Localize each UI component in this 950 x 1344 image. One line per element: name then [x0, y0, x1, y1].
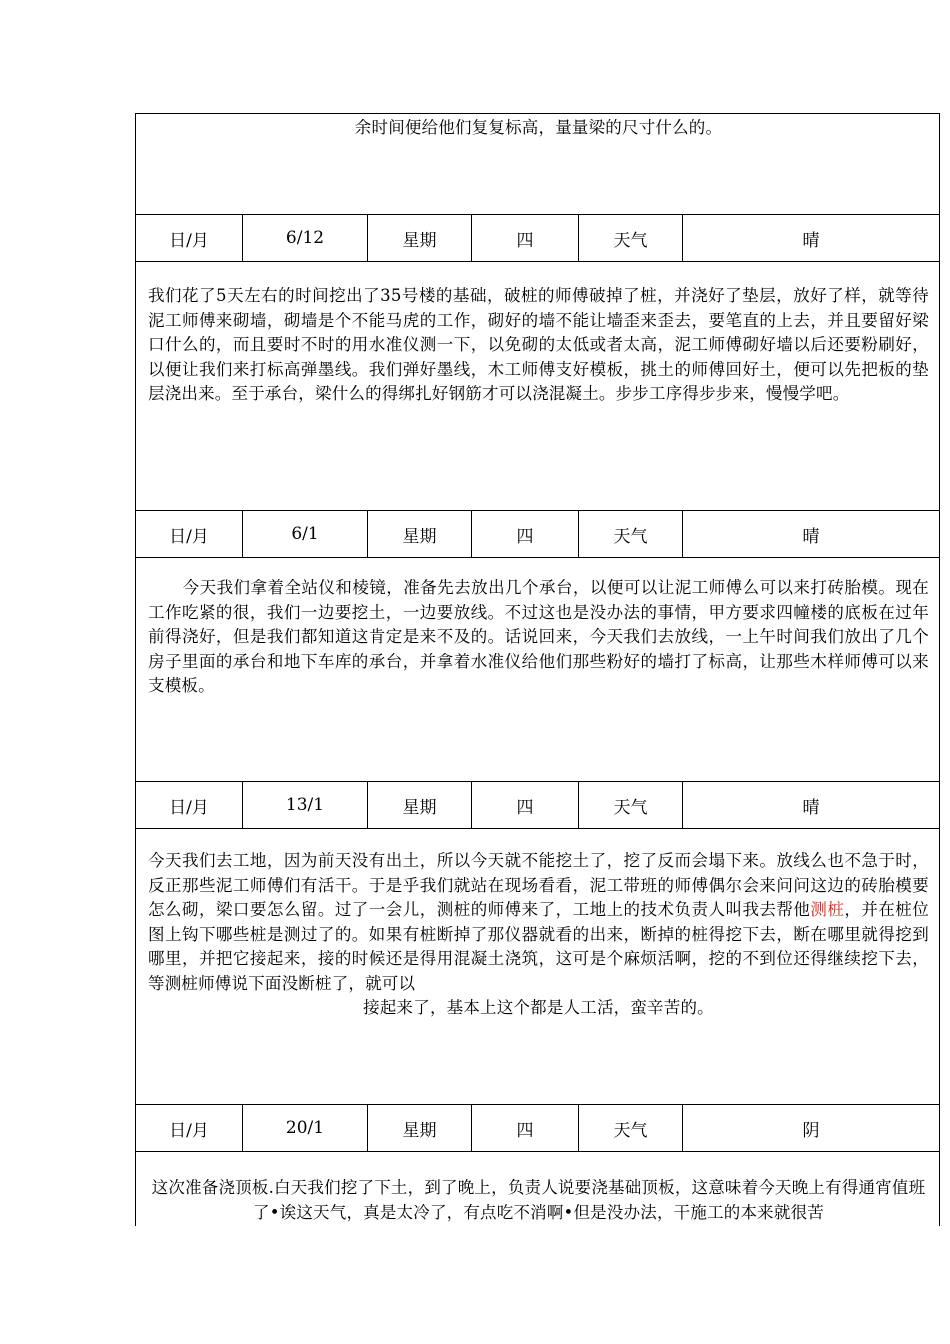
highlighted-term: 测桩 — [810, 900, 845, 919]
entry-header-row — [136, 1105, 939, 1152]
weather-value: 晴 — [802, 526, 820, 547]
continuation-row — [136, 114, 939, 215]
weekday-label: 星期 — [368, 782, 472, 828]
weekday-label: 星期 — [368, 215, 472, 261]
entry-body — [136, 829, 939, 1105]
weekday-value: 四 — [472, 511, 579, 557]
entry-text-part: 今天我们去工地，因为前天没有出土，所以今天就不能挖土了，挖了反而会塌下来。放线么也不急于时，反正那些泥工师傅们有活干。于是乎我们就站在现场看看，泥工带班的师傅偶尔会来问问这边的砖胎模要怎么砌，梁口要怎么留。过了一会儿，测桩的师傅来了，工地上的技术负责人叫我去帮他 — [148, 851, 929, 919]
entry-text-part: ，并在桩位图上钩下哪些桩是测过了的。如果有桩断掉了那仪器就看的出来，断掉的桩得挖下去，断在哪里就得挖到哪里，并把它接起来，接的时候还是得用混凝土浇筑，这可是个麻烦活啊，挖的不到位还得继续挖下去，等测桩师傅说下面没断桩了，就可以 — [148, 900, 929, 993]
weekday-label: 星期 — [368, 1105, 472, 1151]
weather-value: 阴 — [802, 1120, 820, 1141]
date-label: 日/月 — [136, 1105, 243, 1151]
entry-header-row — [136, 782, 939, 829]
entry-text: 今天我们拿着全站仪和棱镜，准备先去放出几个承台，以便可以让泥工师傅么可以来打砖胎模。现在工作吃紧的很，我们一边要挖土，一边要放线。不过这也是没办法的事情，甲方要求四幢楼的底板在过年前得浇好，但是我们都知道这肯定是来不及的。话说回来，今天我们去放线，一上午时间我们放出了几个房子里面的承台和地下车库的承台，并拿着水准仪给他们那些粉好的墙打了标高，让那些木样师傅可以来支模板。 — [148, 578, 929, 695]
entry-text — [148, 849, 929, 1021]
weather-label: 天气 — [579, 1105, 683, 1151]
date-value: 6/1 — [243, 511, 368, 557]
weekday-value: 四 — [472, 782, 579, 828]
weekday-value: 四 — [472, 215, 579, 261]
entry-body — [136, 262, 939, 511]
date-label: 日/月 — [136, 511, 243, 557]
entry-text: 这次准备浇顶板.白天我们挖了下土，到了晚上，负责人说要浇基础顶板，这意味着今天晚上有得通宵值班了•诶这天气，真是太冷了，有点吃不消啊•但是没办法，干施工的本来就很苦 — [151, 1178, 926, 1222]
weather-value: 晴 — [802, 230, 820, 251]
entry-header-row — [136, 511, 939, 558]
date-label: 日/月 — [136, 782, 243, 828]
entry-text: 我们花了5天左右的时间挖出了35号楼的基础，破桩的师傅破掉了桩，并浇好了垫层，放好了样，就等待泥工师傅来砌墙，砌墙是个不能马虎的工作，砌好的墙不能让墙歪来歪去，要笔直的上去，并且要留好梁口什么的，而且要时不时的用水准仪测一下，以免砌的太低或者太高，泥工师傅砌好墙以后还要粉刷好，以便让我们来打标高弹墨线。我们弹好墨线，木工师傅支好模板，挑土的师傅回好土，便可以先把板的垫层浇出来。至于承台，梁什么的得绑扎好钢筋才可以浇混凝土。步步工序得步步来，慢慢学吧。 — [148, 286, 929, 403]
date-label: 日/月 — [136, 215, 243, 261]
entry-body — [136, 558, 939, 782]
entry-text-last-line: 接起来了，基本上这个都是人工活，蛮辛苦的。 — [363, 998, 714, 1017]
weather-label: 天气 — [579, 511, 683, 557]
weather-value: 晴 — [802, 797, 820, 818]
weekday-value: 四 — [472, 1105, 579, 1151]
entry-body — [136, 1152, 939, 1226]
weather-label: 天气 — [579, 782, 683, 828]
date-value: 6/12 — [243, 215, 368, 261]
date-value: 20/1 — [243, 1105, 368, 1151]
entry-header-row — [136, 215, 939, 262]
weather-label: 天气 — [579, 215, 683, 261]
weekday-label: 星期 — [368, 511, 472, 557]
date-value: 13/1 — [243, 782, 368, 828]
continuation-text: 余时间便给他们复复标高，量量梁的尺寸什么的。 — [354, 118, 723, 137]
diary-table — [135, 113, 940, 1226]
